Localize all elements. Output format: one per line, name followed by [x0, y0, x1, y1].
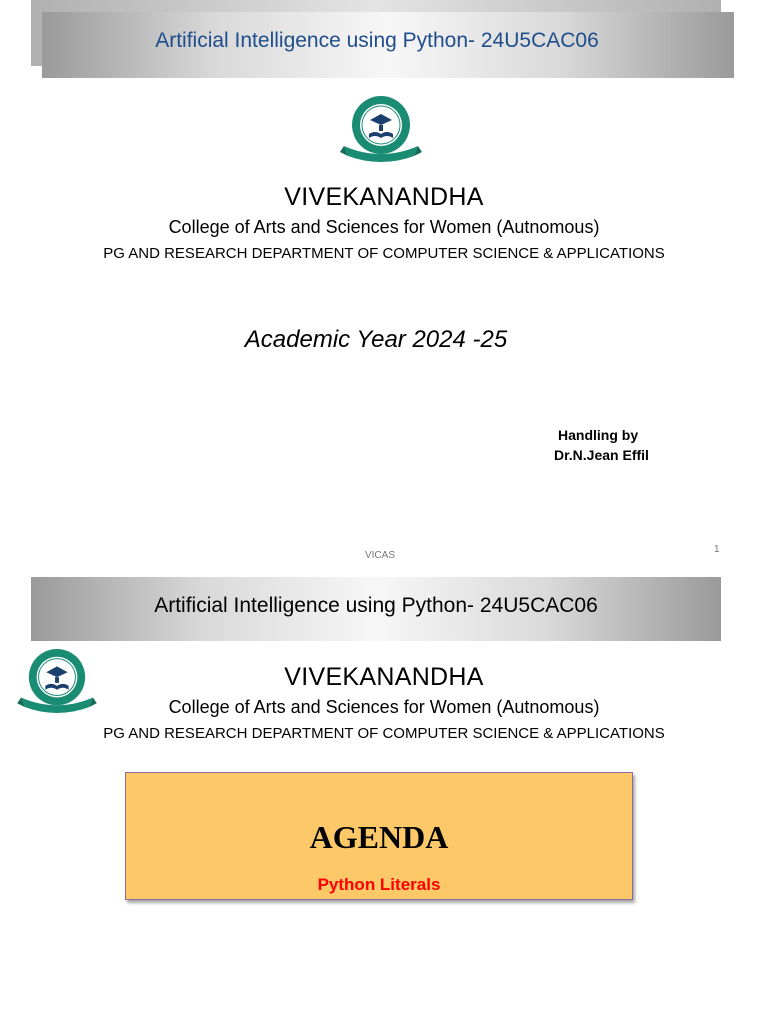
slide-1-banner [42, 12, 734, 78]
handling-label: Handling by [558, 427, 639, 443]
slide-2-banner [31, 577, 721, 641]
slide-number: 1 [714, 544, 720, 555]
slide-1-banner-title: Artificial Intelligence using Python- 24U5CAC06 [155, 29, 599, 52]
slide-1-footer: VICAS [364, 550, 395, 561]
slide-2-banner-title: Artificial Intelligence using Python- 24U5CAC06 [154, 594, 598, 617]
agenda-box [125, 772, 633, 900]
handler-name: Dr.N.Jean Effil [554, 447, 649, 463]
slide-1-department: PG AND RESEARCH DEPARTMENT OF COMPUTER SCIENCE & APPLICATIONS [103, 245, 665, 262]
college-emblem-icon [340, 94, 422, 162]
slide-2-department: PG AND RESEARCH DEPARTMENT OF COMPUTER SCIENCE & APPLICATIONS [103, 725, 665, 742]
agenda-item: Python Literals [317, 875, 441, 894]
slide-2-college-name: VIVEKANANDHA [284, 663, 484, 691]
slide-1-college-name: VIVEKANANDHA [284, 183, 484, 211]
slide-1-college-subtitle: College of Arts and Sciences for Women (Autnomous) [168, 217, 600, 237]
slide-2-college-subtitle: College of Arts and Sciences for Women (Autnomous) [168, 697, 600, 717]
academic-year: Academic Year 2024 -25 [244, 326, 508, 353]
agenda-title: AGENDA [309, 819, 449, 855]
